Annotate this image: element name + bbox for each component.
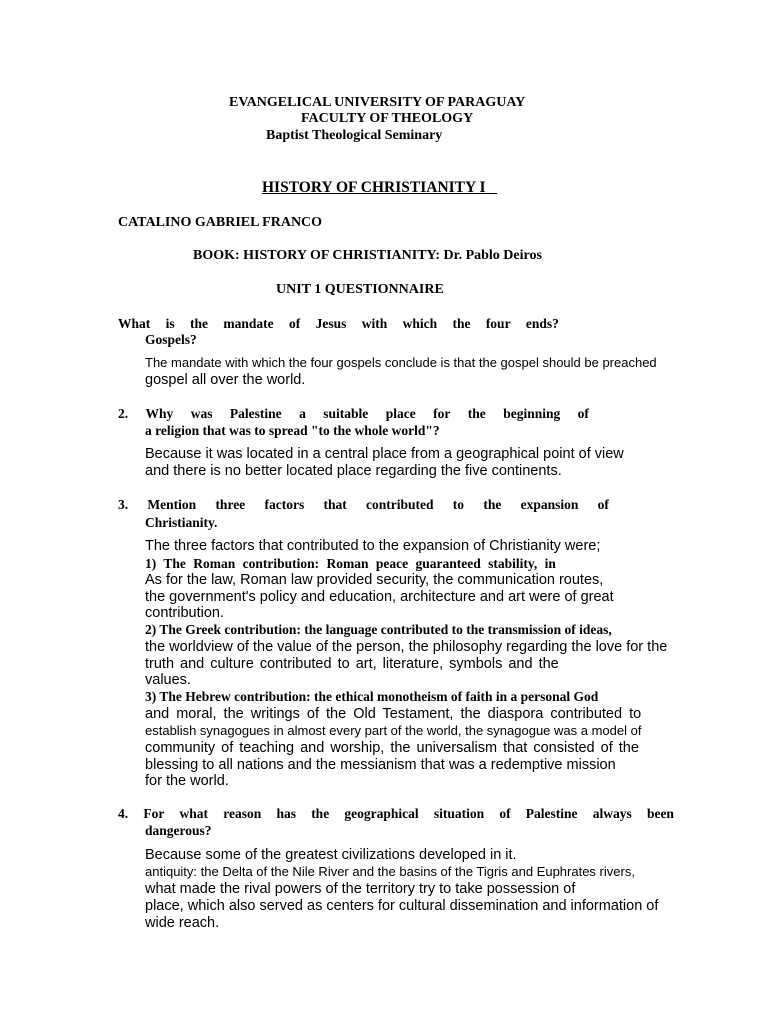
answer-4-line: what made the rival powers of the territory try to take possession of <box>145 881 576 897</box>
answer-3-line: and moral, the writings of the Old Testament, the diaspora contributed to <box>145 706 642 722</box>
answer-3-line: for the world. <box>145 773 229 789</box>
question-word: of <box>288 316 301 331</box>
question-word: with <box>361 316 388 331</box>
university-name: EVANGELICAL UNIVERSITY OF PARAGUAY <box>229 95 526 110</box>
question-word: Mention <box>147 497 197 512</box>
question-word: four <box>485 316 511 331</box>
question-4 <box>118 806 674 822</box>
question-word: which <box>402 316 438 331</box>
question-word: 2. <box>118 406 129 421</box>
answer-3-line: As for the law, Roman law provided security, the communication routes, <box>145 572 604 588</box>
answer-3-intro: The three factors that contributed to the expansion of Christianity were; <box>145 538 601 554</box>
greek-contribution-heading: 2) The Greek contribution: the language contributed to the transmission of ideas, <box>145 622 612 637</box>
question-word: been <box>646 806 674 821</box>
question-word: Jesus <box>315 316 347 331</box>
answer-3-line: blessing to all nations and the messianism that was a redemptive mission <box>145 757 616 773</box>
question-word: was <box>190 406 213 421</box>
question-word: suitable <box>323 406 369 421</box>
question-word: of <box>499 806 511 821</box>
question-word: factors <box>264 497 305 512</box>
question-3-continued: Christianity. <box>145 515 218 530</box>
question-word: 3. <box>118 497 129 512</box>
answer-2-line: Because it was located in a central place from a geographical point of view <box>145 446 624 462</box>
answer-4-line: antiquity: the Delta of the Nile River and the basins of the Tigris and Euphrates rivers, <box>145 864 635 879</box>
question-word: is <box>165 316 175 331</box>
questionnaire-heading: UNIT 1 QUESTIONNAIRE <box>276 282 444 297</box>
question-word: reason <box>223 806 262 821</box>
answer-3-line: values. <box>145 672 191 688</box>
question-word: to <box>452 497 465 512</box>
question-word: the <box>483 497 502 512</box>
answer-4-line: place, which also served as centers for cultural dissemination and information of <box>145 898 659 914</box>
question-word: expansion <box>520 497 579 512</box>
question-word: situation <box>433 806 485 821</box>
question-word: place <box>385 406 416 421</box>
question-word: three <box>215 497 246 512</box>
book-reference: BOOK: HISTORY OF CHRISTIANITY: Dr. Pablo Deiros <box>193 248 542 263</box>
course-title: HISTORY OF CHRISTIANITY I <box>262 179 486 196</box>
answer-2-line: and there is no better located place regarding the five continents. <box>145 463 562 479</box>
question-word: beginning <box>503 406 561 421</box>
question-1 <box>118 316 559 332</box>
question-word: has <box>276 806 296 821</box>
answer-3-line: community of teaching and worship, the universalism that consisted of the <box>145 740 639 756</box>
question-word: contributed <box>366 497 434 512</box>
answer-4-line: Because some of the greatest civilizations developed in it. <box>145 847 517 863</box>
question-word: the <box>311 806 330 821</box>
answer-3-line: contribution. <box>145 605 224 621</box>
question-word: Why <box>145 406 174 421</box>
answer-3-line: truth and culture contributed to art, literature, symbols and the <box>145 656 559 672</box>
question-1-continued: Gospels? <box>145 332 197 347</box>
answer-3-line: establish synagogues in almost every part of the world, the synagogue was a model of <box>145 723 642 738</box>
faculty-name: FACULTY OF THEOLOGY <box>301 111 474 126</box>
answer-1-line: The mandate with which the four gospels conclude is that the gospel should be preached <box>145 355 657 370</box>
question-2 <box>118 406 589 422</box>
question-word: of <box>577 406 589 421</box>
question-word: for <box>433 406 451 421</box>
question-word: geographical <box>344 806 419 821</box>
question-word: Palestine <box>525 806 578 821</box>
question-word: mandate <box>223 316 274 331</box>
question-word: ends? <box>525 316 559 331</box>
question-word: what <box>179 806 209 821</box>
answer-1-line: gospel all over the world. <box>145 372 306 388</box>
question-word: What <box>118 316 151 331</box>
question-word: 4. <box>118 806 129 821</box>
question-4-continued: dangerous? <box>145 823 212 838</box>
roman-contribution-heading: 1) The Roman contribution: Roman peace guaranteed stability, in <box>145 556 556 571</box>
seminary-name: Baptist Theological Seminary <box>266 128 443 143</box>
question-word: For <box>143 806 165 821</box>
student-name: CATALINO GABRIEL FRANCO <box>118 215 323 230</box>
question-word: the <box>467 406 486 421</box>
answer-3-line: the worldview of the value of the person, the philosophy regarding the love for the <box>145 639 668 655</box>
question-word: that <box>323 497 347 512</box>
question-word: the <box>452 316 471 331</box>
question-word: always <box>592 806 632 821</box>
question-word: of <box>597 497 609 512</box>
hebrew-contribution-heading: 3) The Hebrew contribution: the ethical monotheism of faith in a personal God <box>145 689 599 704</box>
answer-4-line: wide reach. <box>145 915 220 931</box>
question-word: the <box>190 316 208 331</box>
question-3 <box>118 497 609 513</box>
question-word: a <box>299 406 306 421</box>
answer-3-line: the government's policy and education, architecture and art were of great <box>145 589 614 605</box>
question-2-continued: a religion that was to spread "to the whole world"? <box>145 423 440 438</box>
question-word: Palestine <box>229 406 282 421</box>
